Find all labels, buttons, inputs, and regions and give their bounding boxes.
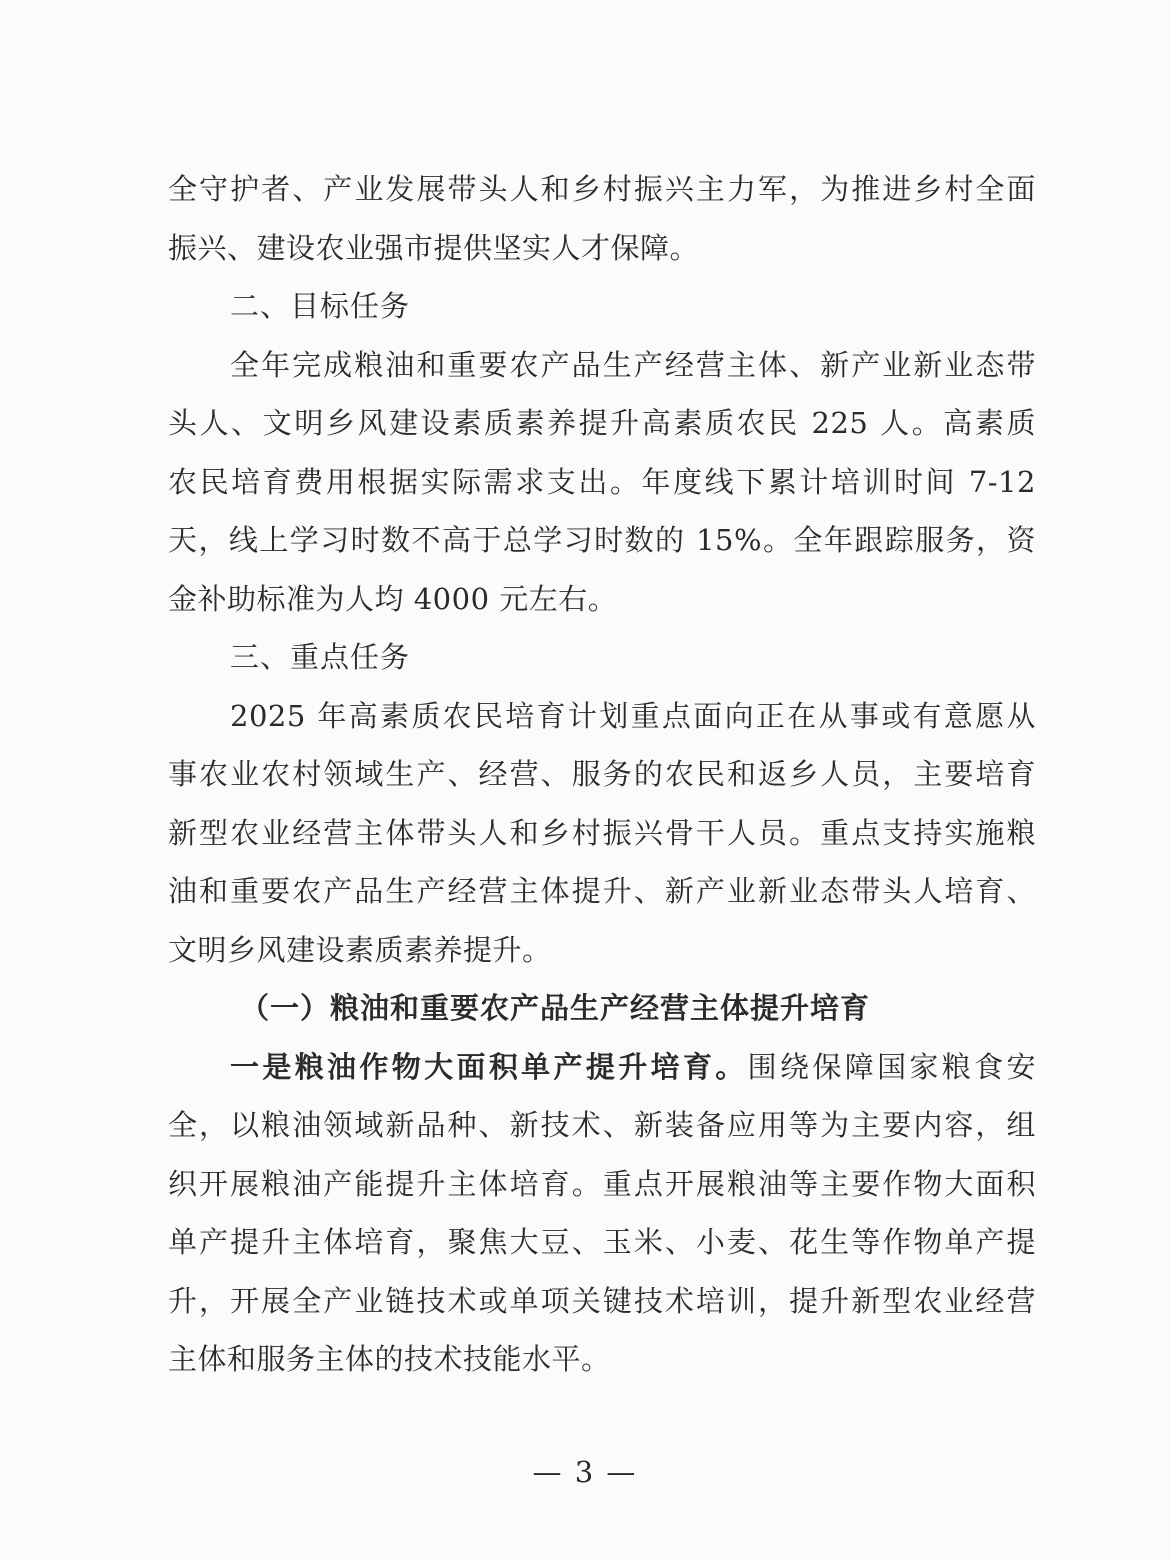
- section-heading-key-tasks: 三、重点任务: [230, 640, 411, 674]
- text-line: 新型农业经营主体带头人和乡村振兴骨干人员。重点支持实施粮: [168, 815, 1036, 850]
- text-line-with-lead: [168, 1038, 1036, 1097]
- text-line: 全守护者、产业发展带头人和乡村振兴主力军，为推进乡村全面: [168, 172, 1036, 206]
- text-line: 农民培育费用根据实际需求支出。年度线下累计培训时间 7-12: [168, 464, 1036, 499]
- text-line-rest: 围绕保障国家粮食安: [747, 1049, 1036, 1084]
- text-line: 单产提升主体培育，聚焦大豆、玉米、小麦、花生等作物单产提: [168, 1225, 1036, 1259]
- page-number: — 3 —: [532, 1455, 638, 1489]
- text-line: 文明乡风建设素质素养提升。: [168, 932, 552, 967]
- document-body: [168, 160, 1036, 1389]
- text-line: 全，以粮油领域新品种、新技术、新装备应用等为主要内容，组: [168, 1108, 1036, 1142]
- text-line: 织开展粮油产能提升主体培育。重点开展粮油等主要作物大面积: [168, 1166, 1036, 1201]
- text-line: 升，开展全产业链技术或单项关键技术培训，提升新型农业经营: [168, 1283, 1036, 1318]
- text-line: 全年完成粮油和重要农产品生产经营主体、新产业新业态带: [230, 347, 1036, 382]
- section-heading-goals: 二、目标任务: [230, 289, 411, 323]
- text-line: 金补助标准为人均 4000 元左右。: [168, 581, 618, 616]
- text-line: 天，线上学习时数不高于总学习时数的 15%。全年跟踪服务，资: [168, 523, 1036, 557]
- text-line: 振兴、建设农业强市提供坚实人才保障。: [168, 230, 700, 265]
- text-line: 头人、文明乡风建设素质素养提升高素质农民 225 人。高素质: [168, 406, 1036, 440]
- text-line: 油和重要农产品生产经营主体提升、新产业新业态带头人培育、: [168, 874, 1036, 908]
- text-line: 主体和服务主体的技术技能水平。: [168, 1342, 611, 1376]
- text-line: 事农业农村领域生产、经营、服务的农民和返乡人员，主要培育: [168, 757, 1036, 791]
- subsection-heading-grain-oil: （一）粮油和重要农产品生产经营主体提升培育: [240, 991, 871, 1025]
- bold-lead-phrase: 一是粮油作物大面积单产提升培育。: [230, 1049, 748, 1084]
- text-line: 2025 年高素质农民培育计划重点面向正在从事或有意愿从: [230, 698, 1036, 733]
